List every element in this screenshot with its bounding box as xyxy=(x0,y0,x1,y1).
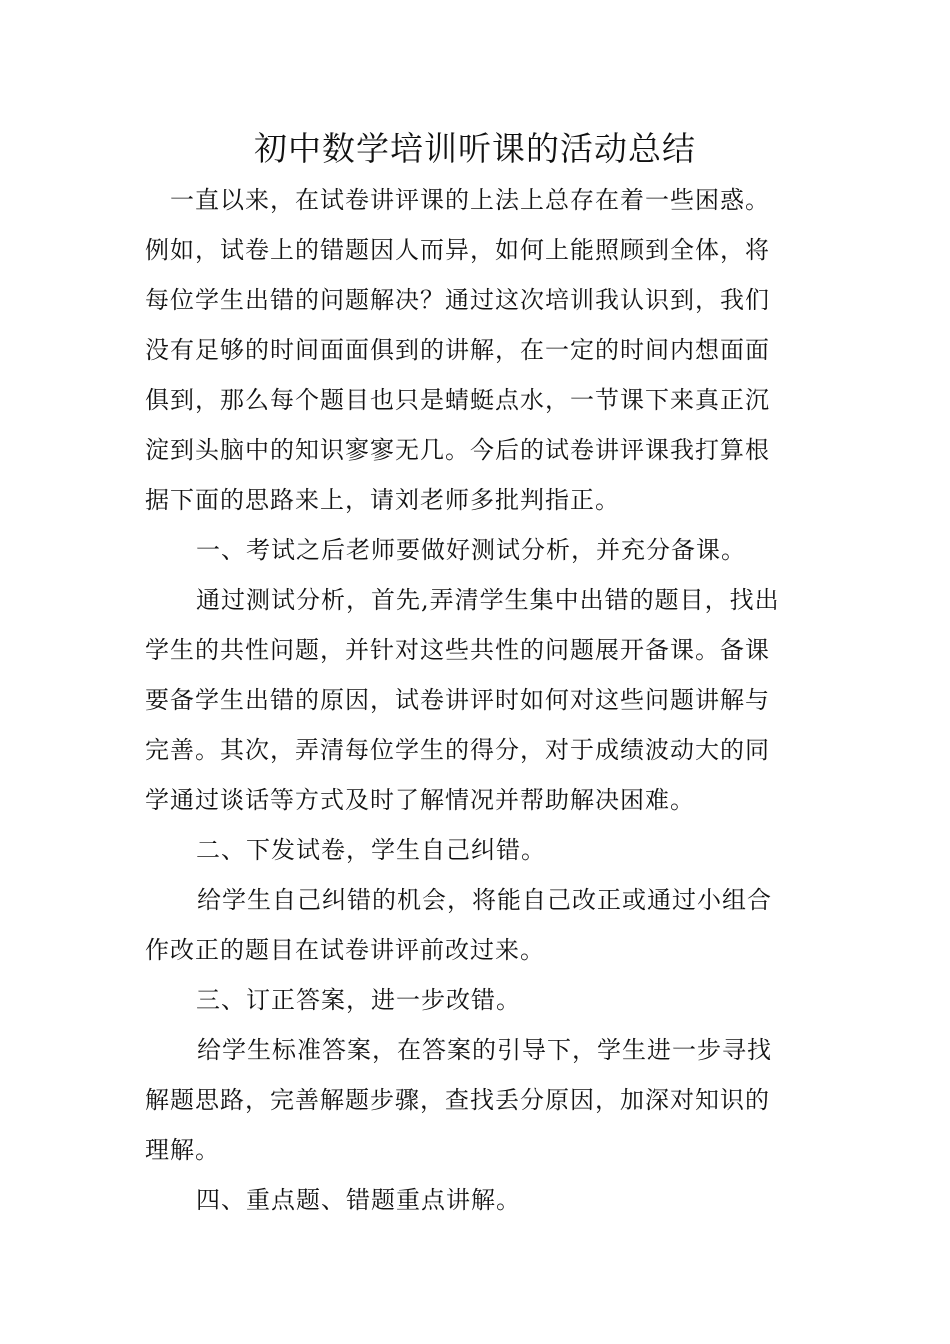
text-line: 给学生标准答案，在答案的引导下，学生进一步寻找 xyxy=(172,1036,772,1064)
text-line: 作改正的题目在试卷讲评前改过来。 xyxy=(145,936,545,964)
text-line: 俱到，那么每个题目也只是蜻蜓点水，一节课下来真正沉 xyxy=(145,386,770,414)
text-line: 没有足够的时间面面俱到的讲解，在一定的时间内想面面 xyxy=(145,336,770,364)
text-line: 淀到头脑中的知识寥寥无几。今后的试卷讲评课我打算根 xyxy=(145,436,770,464)
text-line: 一直以来，在试卷讲评课的上法上总存在着一些困惑。 xyxy=(145,186,770,214)
text-line: 给学生自己纠错的机会，将能自己改正或通过小组合 xyxy=(172,886,772,914)
section-heading-3: 三、订正答案，进一步改错。 xyxy=(196,986,521,1014)
text-line: 学生的共性问题，并针对这些共性的问题展开备课。备课 xyxy=(145,636,770,664)
text-line: 解题思路，完善解题步骤，查找丢分原因，加深对知识的 xyxy=(145,1086,770,1114)
text-line: 完善。其次，弄清每位学生的得分，对于成绩波动大的同 xyxy=(145,736,770,764)
text-line: 据下面的思路来上，请刘老师多批判指正。 xyxy=(145,486,620,514)
section-heading-4: 四、重点题、错题重点讲解。 xyxy=(196,1186,521,1214)
text-line: 例如，试卷上的错题因人而异，如何上能照顾到全体，将 xyxy=(145,236,770,264)
text-line: 通过测试分析，首先,弄清学生集中出错的题目，找出 xyxy=(196,586,780,614)
text-line: 学通过谈话等方式及时了解情况并帮助解决困难。 xyxy=(145,786,695,814)
text-line: 理解。 xyxy=(145,1136,220,1164)
document-title: 初中数学培训听课的活动总结 xyxy=(254,129,696,168)
section-heading-2: 二、下发试卷，学生自己纠错。 xyxy=(196,836,546,864)
section-heading-1: 一、考试之后老师要做好测试分析，并充分备课。 xyxy=(196,536,746,564)
text-line: 要备学生出错的原因，试卷讲评时如何对这些问题讲解与 xyxy=(145,686,770,714)
text-line: 每位学生出错的问题解决？通过这次培训我认识到，我们 xyxy=(145,286,770,314)
